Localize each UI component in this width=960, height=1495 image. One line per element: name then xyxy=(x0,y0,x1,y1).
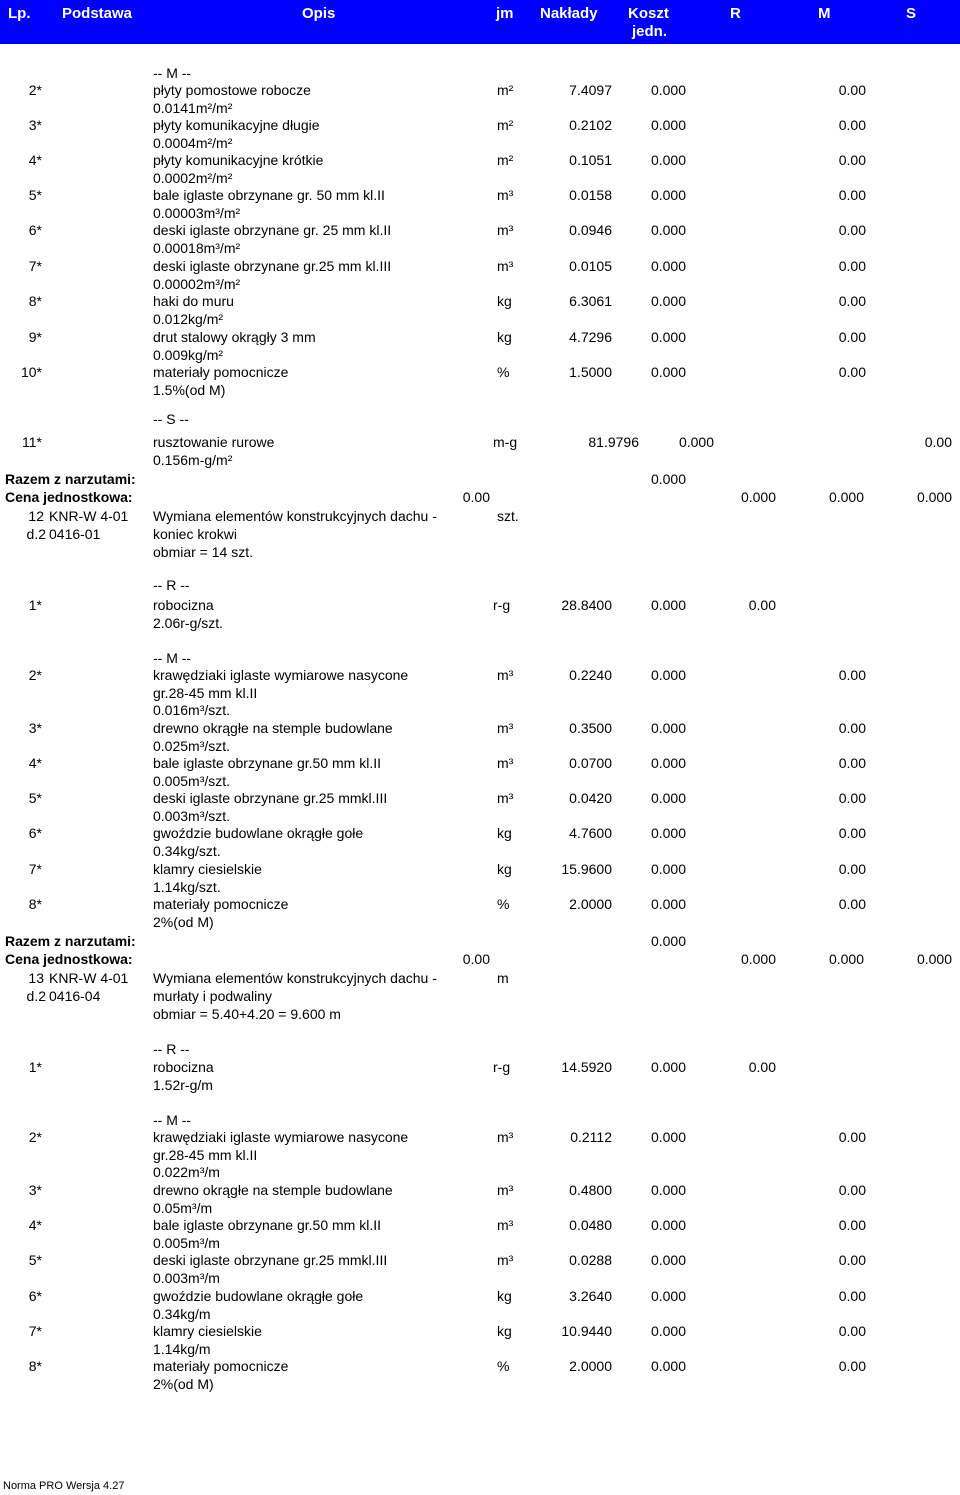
row-unit: m² xyxy=(497,152,514,168)
total-value: 0.000 xyxy=(650,471,686,487)
row-unit-cost: 0.000 xyxy=(650,329,686,345)
unit-price-value: 0.00 xyxy=(462,951,490,967)
row-value: 0.00 xyxy=(838,720,866,736)
row-value: 0.00 xyxy=(838,896,866,912)
row-description: bale iglaste obrzynane gr.50 mm kl.II xyxy=(153,755,382,771)
row-value: 0.00 xyxy=(838,1252,866,1268)
row-quantity: 15.9600 xyxy=(561,861,612,877)
position-title: Wymiana elementów konstrukcyjnych dachu - xyxy=(153,970,437,986)
row-quantity: 3.2640 xyxy=(569,1288,612,1304)
row-unit-cost: 0.000 xyxy=(650,667,686,683)
row-quantity: 4.7296 xyxy=(569,329,612,345)
row-description: deski iglaste obrzynane gr.25 mm kl.III xyxy=(153,258,392,274)
row-lp: 10* xyxy=(20,364,42,380)
row-unit: kg xyxy=(497,825,512,841)
row-description: bale iglaste obrzynane gr.50 mm kl.II xyxy=(153,1217,382,1233)
row-quantity: 0.2102 xyxy=(569,117,612,133)
row-unit-cost: 0.000 xyxy=(650,597,686,613)
row-norm: 0.156m-g/m² xyxy=(153,452,233,468)
row-norm: 0.0141m²/m² xyxy=(153,100,233,116)
row-unit: % xyxy=(497,896,510,912)
row-lp: 2* xyxy=(28,82,42,98)
table-header xyxy=(0,0,960,44)
row-lp: 8* xyxy=(28,896,42,912)
position-basis-code: 0416-01 xyxy=(49,526,101,542)
row-value: 0.00 xyxy=(838,187,866,203)
section-header-s: -- S -- xyxy=(153,411,189,427)
total-value: 0.000 xyxy=(650,933,686,949)
row-value: 0.00 xyxy=(838,222,866,238)
row-unit-cost: 0.000 xyxy=(650,82,686,98)
row-value: 0.00 xyxy=(838,667,866,683)
row-quantity: 0.1051 xyxy=(569,152,612,168)
row-description: materiały pomocnicze xyxy=(153,896,289,912)
row-norm: 0.00003m³/m² xyxy=(153,205,241,221)
row-quantity: 28.8400 xyxy=(561,597,612,613)
row-lp: 8* xyxy=(28,293,42,309)
row-quantity: 2.0000 xyxy=(569,1358,612,1374)
row-quantity: 7.4097 xyxy=(569,82,612,98)
row-quantity: 4.7600 xyxy=(569,825,612,841)
row-unit: m³ xyxy=(497,187,514,203)
row-unit-cost: 0.000 xyxy=(650,1059,686,1075)
row-unit: m³ xyxy=(497,667,514,683)
position-quantity: obmiar = 14 szt. xyxy=(153,544,253,560)
row-lp: 11* xyxy=(22,434,42,450)
row-description: robocizna xyxy=(153,597,214,613)
position-basis: KNR-W 4-01 xyxy=(49,970,129,986)
row-norm: 0.00018m³/m² xyxy=(153,240,241,256)
col-jm: jm xyxy=(496,5,514,22)
row-lp: 5* xyxy=(28,187,42,203)
row-lp: 6* xyxy=(28,1288,42,1304)
row-value: 0.00 xyxy=(838,117,866,133)
row-norm: 0.0004m²/m² xyxy=(153,135,233,151)
row-lp: 4* xyxy=(28,152,42,168)
row-quantity: 81.9796 xyxy=(588,434,639,450)
row-lp: 5* xyxy=(28,790,42,806)
row-unit-cost: 0.000 xyxy=(650,152,686,168)
row-value: 0.00 xyxy=(838,293,866,309)
row-unit: m³ xyxy=(497,720,514,736)
row-unit-cost: 0.000 xyxy=(650,117,686,133)
unit-price-m: 0.000 xyxy=(828,951,864,967)
position-number: 12 xyxy=(28,508,44,524)
unit-price-r: 0.000 xyxy=(740,489,776,505)
row-unit: kg xyxy=(497,329,512,345)
footer-version: Norma PRO Wersja 4.27 xyxy=(3,1480,125,1492)
row-value: 0.00 xyxy=(924,434,952,450)
row-lp: 8* xyxy=(28,1358,42,1374)
row-quantity: 0.0158 xyxy=(569,187,612,203)
row-lp: 6* xyxy=(28,825,42,841)
row-norm: 0.005m³/m xyxy=(153,1235,220,1251)
row-norm: 0.009kg/m² xyxy=(153,347,224,363)
row-value: 0.00 xyxy=(838,1217,866,1233)
unit-price-r: 0.000 xyxy=(740,951,776,967)
row-description: deski iglaste obrzynane gr.25 mmkl.III xyxy=(153,790,388,806)
section-header-m: -- M -- xyxy=(153,1112,192,1128)
position-subtitle: murłaty i podwaliny xyxy=(153,988,273,1004)
row-lp: 4* xyxy=(28,755,42,771)
row-unit-cost: 0.000 xyxy=(650,1288,686,1304)
row-description: gwoździe budowlane okrągłe gołe xyxy=(153,1288,364,1304)
row-unit-cost: 0.000 xyxy=(650,1182,686,1198)
row-description: rusztowanie rurowe xyxy=(153,434,275,450)
row-value: 0.00 xyxy=(838,755,866,771)
row-unit-cost: 0.000 xyxy=(650,1252,686,1268)
row-norm: 0.025m³/szt. xyxy=(153,738,231,754)
row-value: 0.00 xyxy=(838,1358,866,1374)
row-norm: 1.52r-g/m xyxy=(153,1077,213,1093)
row-quantity: 0.0420 xyxy=(569,790,612,806)
row-value: 0.00 xyxy=(838,329,866,345)
row-norm: 0.05m³/m xyxy=(153,1200,213,1216)
row-value: 0.00 xyxy=(838,1129,866,1145)
row-quantity: 0.0946 xyxy=(569,222,612,238)
row-description: materiały pomocnicze xyxy=(153,1358,289,1374)
row-description: gr.28-45 mm kl.II xyxy=(153,1147,258,1163)
row-lp: 7* xyxy=(28,861,42,877)
row-lp: 5* xyxy=(28,1252,42,1268)
section-header-r: -- R -- xyxy=(153,577,190,593)
position-quantity: obmiar = 5.40+4.20 = 9.600 m xyxy=(153,1006,341,1022)
row-unit: m² xyxy=(497,82,514,98)
row-value: 0.00 xyxy=(838,1323,866,1339)
row-unit: m³ xyxy=(497,790,514,806)
row-unit-cost: 0.000 xyxy=(650,790,686,806)
col-m: M xyxy=(818,5,831,22)
position-basis: KNR-W 4-01 xyxy=(49,508,129,524)
row-norm: 2%(od M) xyxy=(153,1376,214,1392)
row-description: bale iglaste obrzynane gr. 50 mm kl.II xyxy=(153,187,385,203)
row-unit: kg xyxy=(497,861,512,877)
row-norm: 0.34kg/m xyxy=(153,1306,211,1322)
row-unit: m³ xyxy=(497,222,514,238)
unit-price-s: 0.000 xyxy=(916,489,952,505)
row-unit: m³ xyxy=(497,258,514,274)
row-value: 0.00 xyxy=(838,790,866,806)
row-description: gwoździe budowlane okrągłe gołe xyxy=(153,825,364,841)
row-value: 0.00 xyxy=(838,861,866,877)
col-r: R xyxy=(730,5,741,22)
row-norm: 0.016m³/szt. xyxy=(153,702,231,718)
row-quantity: 0.0480 xyxy=(569,1217,612,1233)
row-description: haki do muru xyxy=(153,293,234,309)
row-value: 0.00 xyxy=(838,258,866,274)
row-quantity: 14.5920 xyxy=(561,1059,612,1075)
row-norm: 0.005m³/szt. xyxy=(153,773,231,789)
row-quantity: 2.0000 xyxy=(569,896,612,912)
row-description: klamry ciesielskie xyxy=(153,1323,262,1339)
row-description: drewno okrągłe na stemple budowlane xyxy=(153,1182,393,1198)
row-norm: 0.003m³/m xyxy=(153,1270,220,1286)
row-description: płyty komunikacyjne długie xyxy=(153,117,320,133)
row-unit: m² xyxy=(497,117,514,133)
row-lp: 7* xyxy=(28,1323,42,1339)
col-podstawa: Podstawa xyxy=(62,5,133,22)
row-quantity: 0.0700 xyxy=(569,755,612,771)
row-unit-cost: 0.000 xyxy=(650,222,686,238)
row-value: 0.00 xyxy=(838,1288,866,1304)
row-value: 0.00 xyxy=(838,825,866,841)
row-value: 0.00 xyxy=(748,1059,776,1075)
row-unit: m³ xyxy=(497,755,514,771)
row-unit: m³ xyxy=(497,1252,514,1268)
row-norm: 0.34kg/szt. xyxy=(153,843,221,859)
row-unit-cost: 0.000 xyxy=(650,825,686,841)
row-quantity: 0.2112 xyxy=(570,1129,612,1145)
row-lp: 2* xyxy=(28,667,42,683)
row-lp: 4* xyxy=(28,1217,42,1233)
row-norm: 0.0002m²/m² xyxy=(153,170,233,186)
row-unit: m³ xyxy=(497,1217,514,1233)
row-norm: 2%(od M) xyxy=(153,914,214,930)
row-description: robocizna xyxy=(153,1059,214,1075)
row-unit: kg xyxy=(497,1323,512,1339)
unit-price-s: 0.000 xyxy=(916,951,952,967)
col-opis: Opis xyxy=(302,5,336,22)
row-norm: 1.14kg/m xyxy=(153,1341,211,1357)
position-number-suffix: d.2 xyxy=(26,526,46,542)
section-header-m: -- M -- xyxy=(153,65,192,81)
row-unit-cost: 0.000 xyxy=(650,896,686,912)
row-unit-cost: 0.000 xyxy=(650,364,686,380)
unit-price-m: 0.000 xyxy=(828,489,864,505)
row-lp: 2* xyxy=(28,1129,42,1145)
row-unit-cost: 0.000 xyxy=(650,1217,686,1233)
row-lp: 3* xyxy=(28,720,42,736)
position-basis-code: 0416-04 xyxy=(49,988,101,1004)
total-label: Razem z narzutami: xyxy=(5,471,136,487)
row-quantity: 0.2240 xyxy=(569,667,612,683)
unit-price-value: 0.00 xyxy=(462,489,490,505)
row-unit: m-g xyxy=(493,434,518,450)
row-unit-cost: 0.000 xyxy=(650,293,686,309)
section-header-r: -- R -- xyxy=(153,1041,190,1057)
row-quantity: 10.9440 xyxy=(561,1323,612,1339)
row-unit-cost: 0.000 xyxy=(650,720,686,736)
row-description: krawędziaki iglaste wymiarowe nasycone xyxy=(153,1129,409,1145)
row-value: 0.00 xyxy=(838,82,866,98)
section-header-m: -- M -- xyxy=(153,650,192,666)
row-description: krawędziaki iglaste wymiarowe nasycone xyxy=(153,667,409,683)
row-value: 0.00 xyxy=(838,364,866,380)
row-norm: 0.012kg/m² xyxy=(153,311,224,327)
row-lp: 3* xyxy=(28,117,42,133)
row-unit: % xyxy=(497,1358,510,1374)
row-description: klamry ciesielskie xyxy=(153,861,262,877)
row-unit-cost: 0.000 xyxy=(650,1358,686,1374)
row-quantity: 1.5000 xyxy=(569,364,612,380)
col-s: S xyxy=(906,5,917,22)
row-unit-cost: 0.000 xyxy=(650,861,686,877)
row-norm: 0.022m³/m xyxy=(153,1164,220,1180)
position-title: Wymiana elementów konstrukcyjnych dachu - xyxy=(153,508,437,524)
total-label: Razem z narzutami: xyxy=(5,933,136,949)
row-unit-cost: 0.000 xyxy=(650,258,686,274)
row-unit: r-g xyxy=(493,1059,511,1075)
row-lp: 3* xyxy=(28,1182,42,1198)
row-quantity: 0.3500 xyxy=(569,720,612,736)
row-description: gr.28-45 mm kl.II xyxy=(153,685,258,701)
unit-price-label: Cena jednostkowa: xyxy=(5,951,133,967)
row-unit: % xyxy=(497,364,510,380)
row-unit: m³ xyxy=(497,1129,514,1145)
row-lp: 6* xyxy=(28,222,42,238)
col-koszt-unit: jedn. xyxy=(632,23,668,40)
row-description: drewno okrągłe na stemple budowlane xyxy=(153,720,393,736)
row-norm: 0.00002m³/m² xyxy=(153,276,241,292)
row-quantity: 0.4800 xyxy=(569,1182,612,1198)
position-number-suffix: d.2 xyxy=(26,988,46,1004)
row-norm: 0.003m³/szt. xyxy=(153,808,231,824)
position-number: 13 xyxy=(28,970,44,986)
row-unit: m³ xyxy=(497,1182,514,1198)
row-unit-cost: 0.000 xyxy=(650,187,686,203)
unit-price-label: Cena jednostkowa: xyxy=(5,489,133,505)
position-subtitle: koniec krokwi xyxy=(153,526,238,542)
row-description: materiały pomocnicze xyxy=(153,364,289,380)
row-norm: 2.06r-g/szt. xyxy=(153,615,224,631)
row-value: 0.00 xyxy=(748,597,776,613)
row-quantity: 6.3061 xyxy=(569,293,612,309)
row-value: 0.00 xyxy=(838,152,866,168)
row-unit-cost: 0.000 xyxy=(650,755,686,771)
row-unit: kg xyxy=(497,293,512,309)
row-unit-cost: 0.000 xyxy=(650,1129,686,1145)
position-unit: m xyxy=(497,970,509,986)
col-naklady: Nakłady xyxy=(540,5,598,22)
row-unit: kg xyxy=(497,1288,512,1304)
row-unit-cost: 0.000 xyxy=(650,1323,686,1339)
row-description: deski iglaste obrzynane gr.25 mmkl.III xyxy=(153,1252,388,1268)
row-description: deski iglaste obrzynane gr. 25 mm kl.II xyxy=(153,222,392,238)
row-value: 0.00 xyxy=(838,1182,866,1198)
row-description: drut stalowy okrągły 3 mm xyxy=(153,329,316,345)
position-unit: szt. xyxy=(497,508,519,524)
row-norm: 1.14kg/szt. xyxy=(153,879,221,895)
row-lp: 1* xyxy=(28,1059,42,1075)
row-unit-cost: 0.000 xyxy=(678,434,714,450)
row-lp: 9* xyxy=(28,329,42,345)
row-unit: r-g xyxy=(493,597,511,613)
row-lp: 7* xyxy=(28,258,42,274)
row-lp: 1* xyxy=(28,597,42,613)
row-norm: 1.5%(od M) xyxy=(153,382,226,398)
row-quantity: 0.0105 xyxy=(569,258,612,274)
col-lp: Lp. xyxy=(8,5,31,22)
row-description: płyty komunikacyjne krótkie xyxy=(153,152,324,168)
row-quantity: 0.0288 xyxy=(569,1252,612,1268)
row-description: płyty pomostowe robocze xyxy=(153,82,311,98)
col-koszt: Koszt xyxy=(628,5,669,22)
